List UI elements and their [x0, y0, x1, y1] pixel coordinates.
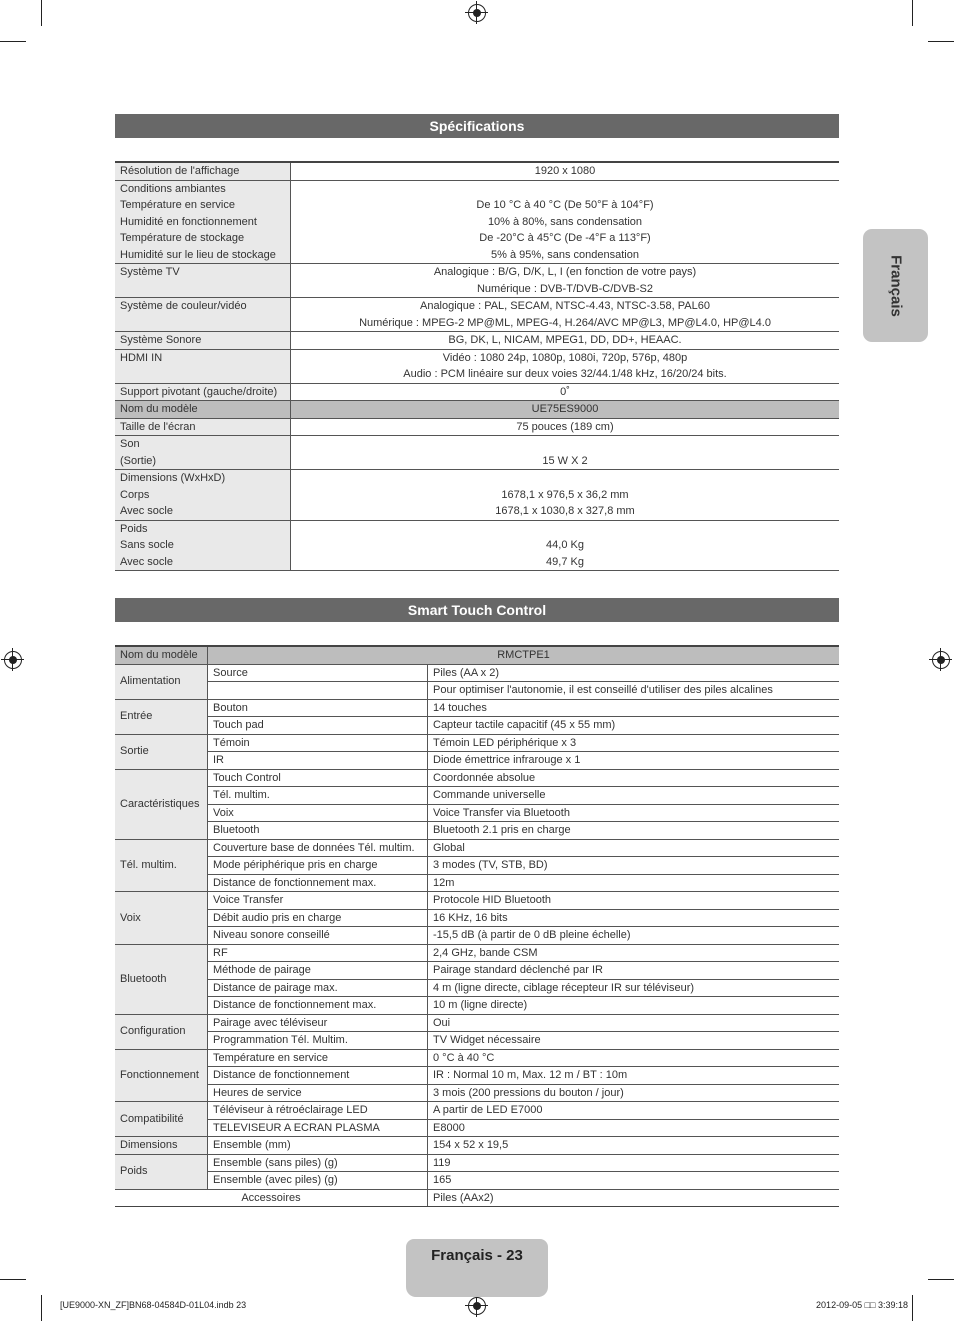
stc-row — [115, 1102, 839, 1120]
spec-key-line: Son — [120, 438, 140, 450]
stc-category-cell: Tél. multim. — [115, 839, 208, 892]
stc-category-cell: Alimentation — [115, 664, 208, 699]
spec-key-cell — [115, 436, 291, 470]
spec-key-line: Humidité en fonctionnement — [120, 215, 257, 228]
spec-value-line: 15 W X 2 — [542, 454, 588, 467]
stc-model-label: Nom du modèle — [115, 646, 208, 664]
stc-subcategory-cell: RF — [208, 944, 428, 962]
stc-subcategory-cell: Touch pad — [208, 717, 428, 735]
stc-subcategory-cell: Ensemble (sans piles) (g) — [208, 1154, 428, 1172]
stc-subcategory-cell: Bluetooth — [208, 822, 428, 840]
stc-row — [115, 787, 839, 805]
stc-row — [115, 979, 839, 997]
stc-row — [115, 769, 839, 787]
spec-row — [115, 401, 839, 419]
stc-row — [115, 1172, 839, 1190]
spec-key-line: Résolution de l'affichage — [120, 165, 240, 177]
spec-key-cell — [115, 298, 291, 332]
spec-row — [115, 349, 839, 383]
stc-subcategory-cell: Distance de pairage max. — [208, 979, 428, 997]
spec-key-line: Sans socle — [120, 539, 174, 551]
stc-subcategory-cell: Voix — [208, 804, 428, 822]
stc-subcategory-cell: TELEVISEUR A ECRAN PLASMA — [208, 1119, 428, 1137]
stc-section-title: Smart Touch Control — [115, 598, 839, 622]
stc-row — [115, 962, 839, 980]
spec-value-line: 49,7 Kg — [546, 555, 584, 568]
stc-value-cell: 3 mois (200 pressions du bouton / jour) — [428, 1084, 840, 1102]
spec-key-line: Taille de l'écran — [120, 420, 196, 433]
stc-subcategory-cell: Ensemble (avec piles) (g) — [208, 1172, 428, 1190]
stc-value-cell: 165 — [428, 1172, 840, 1190]
stc-value-cell: E8000 — [428, 1119, 840, 1137]
spec-table — [115, 161, 839, 571]
spec-key-line: Corps — [120, 488, 150, 501]
stc-value-cell: 0 °C à 40 °C — [428, 1049, 840, 1067]
spec-key-line: Avec socle — [120, 505, 173, 517]
spec-key-cell — [115, 401, 291, 419]
spec-value-cell — [291, 264, 840, 298]
stc-model-value: RMCTPE1 — [208, 646, 840, 664]
page-number-label: Français - 23 — [431, 1247, 523, 1264]
spec-key-line: Support pivotant (gauche/droite) — [120, 385, 278, 398]
spec-key-cell — [115, 470, 291, 521]
stc-subcategory-cell: Mode périphérique pris en charge — [208, 857, 428, 875]
stc-row — [115, 1032, 839, 1050]
stc-row — [115, 997, 839, 1015]
stc-value-cell: Global — [428, 839, 840, 857]
stc-row — [115, 1014, 839, 1032]
spec-value-cell — [291, 383, 840, 401]
spec-value-line: Analogique : B/G, D/K, L, I (en fonction de votre pays) — [433, 266, 697, 278]
spec-value-line: 44,0 Kg — [546, 539, 584, 551]
spec-value-line: 5% à 95%, sans condensation — [491, 248, 639, 261]
stc-value-cell: 2,4 GHz, bande CSM — [428, 944, 840, 962]
stc-subcategory-cell: Source — [208, 664, 428, 682]
stc-row — [115, 664, 839, 682]
stc-subcategory-cell: Pairage avec téléviseur — [208, 1014, 428, 1032]
footer-timestamp: 2012-09-05 □□ 3:39:18 — [816, 1300, 908, 1310]
spec-key-cell — [115, 162, 291, 180]
spec-key-cell — [115, 264, 291, 298]
stc-value-cell: Coordonnée absolue — [428, 769, 840, 787]
stc-subcategory-cell: Distance de fonctionnement max. — [208, 874, 428, 892]
spec-key-line: Système de couleur/vidéo — [120, 300, 247, 312]
stc-value-cell: Capteur tactile capacitif (45 x 55 mm) — [428, 717, 840, 735]
stc-accessories-label: Accessoires — [115, 1189, 428, 1207]
spec-row — [115, 436, 839, 470]
spec-value-cell — [291, 401, 840, 419]
stc-category-cell: Dimensions — [115, 1137, 208, 1155]
spec-value-line: 10% à 80%, sans condensation — [487, 215, 643, 228]
spec-key-line: Température en service — [120, 199, 235, 211]
spec-row — [115, 298, 839, 332]
stc-value-cell: 4 m (ligne directe, ciblage récepteur IR sur téléviseur) — [428, 979, 840, 997]
spec-value-cell — [291, 349, 840, 383]
spec-row — [115, 180, 839, 264]
spec-value-line: Numérique : MPEG-2 MP@ML, MPEG-4, H.264/AVC MP@L3, MP@L4.0, HP@L4.0 — [359, 316, 771, 329]
stc-value-cell: Pour optimiser l'autonomie, il est conseillé d'utiliser des piles alcalines — [428, 682, 840, 700]
stc-row — [115, 1084, 839, 1102]
crop-mark — [0, 41, 26, 42]
spec-row — [115, 332, 839, 350]
spec-key-cell — [115, 383, 291, 401]
crop-mark — [928, 41, 954, 42]
stc-subcategory-cell: Température en service — [208, 1049, 428, 1067]
stc-category-cell: Bluetooth — [115, 944, 208, 1014]
stc-row — [115, 752, 839, 770]
stc-value-cell: Pairage standard déclenché par IR — [428, 962, 840, 980]
spec-value-line — [296, 181, 834, 198]
stc-subcategory-cell: Débit audio pris en charge — [208, 909, 428, 927]
stc-subcategory-cell: Bouton — [208, 699, 428, 717]
stc-value-cell: Commande universelle — [428, 787, 840, 805]
spec-value-line — [296, 470, 834, 487]
spec-row — [115, 162, 839, 180]
spec-value-line: 1920 x 1080 — [534, 165, 596, 177]
stc-row — [115, 682, 839, 700]
spec-key-line: HDMI IN — [120, 351, 163, 364]
stc-subcategory-cell: Touch Control — [208, 769, 428, 787]
stc-subcategory-cell: Ensemble (mm) — [208, 1137, 428, 1155]
stc-category-cell: Fonctionnement — [115, 1049, 208, 1102]
stc-category-cell: Sortie — [115, 734, 208, 769]
spec-key-cell — [115, 418, 291, 436]
spec-key-line: Système TV — [120, 266, 180, 278]
stc-row — [115, 734, 839, 752]
spec-key-cell — [115, 180, 291, 264]
stc-table — [115, 645, 839, 1207]
spec-key-line: Humidité sur le lieu de stockage — [120, 248, 276, 261]
stc-row — [115, 1049, 839, 1067]
stc-value-cell: 119 — [428, 1154, 840, 1172]
stc-value-cell: 154 x 52 x 19,5 — [428, 1137, 840, 1155]
spec-key-line: Dimensions (WxHxD) — [120, 472, 226, 484]
spec-value-cell — [291, 332, 840, 350]
spec-row — [115, 383, 839, 401]
stc-subcategory-cell: Programmation Tél. Multim. — [208, 1032, 428, 1050]
spec-value-line: De -20°C à 45°C (De -4°F a 113°F) — [479, 232, 651, 244]
spec-value-line: UE75ES9000 — [531, 403, 599, 415]
spec-row — [115, 264, 839, 298]
spec-value-line: 75 pouces (189 cm) — [516, 420, 614, 433]
crop-mark — [928, 1279, 954, 1280]
stc-category-cell: Compatibilité — [115, 1102, 208, 1137]
spec-value-cell — [291, 180, 840, 264]
spec-key-cell — [115, 332, 291, 350]
spec-row — [115, 470, 839, 521]
stc-category-cell: Poids — [115, 1154, 208, 1189]
stc-row — [115, 1137, 839, 1155]
crop-mark — [912, 0, 913, 26]
stc-value-cell: 12m — [428, 874, 840, 892]
stc-value-cell: Piles (AA x 2) — [428, 664, 840, 682]
spec-key-cell — [115, 349, 291, 383]
stc-row — [115, 839, 839, 857]
stc-value-cell: TV Widget nécessaire — [428, 1032, 840, 1050]
stc-value-cell: 16 KHz, 16 bits — [428, 909, 840, 927]
stc-row — [115, 874, 839, 892]
spec-value-line: 0˚ — [560, 385, 570, 398]
stc-value-cell: Diode émettrice infrarouge x 1 — [428, 752, 840, 770]
language-side-tab-label: Français — [887, 254, 904, 317]
stc-subcategory-cell: Couverture base de données Tél. multim. — [208, 839, 428, 857]
stc-value-cell: -15,5 dB (à partir de 0 dB pleine échelle) — [428, 927, 840, 945]
spec-row — [115, 418, 839, 436]
stc-value-cell: Bluetooth 2.1 pris en charge — [428, 822, 840, 840]
stc-value-cell: Voice Transfer via Bluetooth — [428, 804, 840, 822]
spec-value-line: 1678,1 x 976,5 x 36,2 mm — [501, 488, 629, 501]
crop-mark — [41, 1295, 42, 1321]
registration-mark-icon — [468, 4, 486, 22]
spec-value-line: Analogique : PAL, SECAM, NTSC-4.43, NTSC-3.58, PAL60 — [419, 300, 710, 312]
stc-row — [115, 1154, 839, 1172]
stc-row — [115, 804, 839, 822]
stc-subcategory-cell: Niveau sonore conseillé — [208, 927, 428, 945]
stc-subcategory-cell: Heures de service — [208, 1084, 428, 1102]
spec-value-cell — [291, 298, 840, 332]
spec-key-line: Avec socle — [120, 555, 173, 568]
spec-key-line: Conditions ambiantes — [120, 182, 226, 195]
stc-category-cell: Voix — [115, 892, 208, 945]
stc-row — [115, 944, 839, 962]
spec-value-line — [296, 521, 834, 538]
stc-category-cell: Caractéristiques — [115, 769, 208, 839]
registration-mark-icon — [468, 1297, 486, 1315]
stc-category-cell: Entrée — [115, 699, 208, 734]
stc-value-cell: Protocole HID Bluetooth — [428, 892, 840, 910]
stc-subcategory-cell: Distance de fonctionnement max. — [208, 997, 428, 1015]
spec-value-cell — [291, 436, 840, 470]
stc-subcategory-cell — [208, 682, 428, 700]
spec-value-cell — [291, 162, 840, 180]
spec-value-line: Vidéo : 1080 24p, 1080p, 1080i, 720p, 576p, 480p — [442, 351, 688, 364]
stc-subcategory-cell: IR — [208, 752, 428, 770]
stc-value-cell: A partir de LED E7000 — [428, 1102, 840, 1120]
stc-row — [115, 717, 839, 735]
stc-row — [115, 927, 839, 945]
page-number-tab — [406, 1239, 548, 1297]
stc-value-cell: 3 modes (TV, STB, BD) — [428, 857, 840, 875]
stc-subcategory-cell: Tél. multim. — [208, 787, 428, 805]
spec-value-line — [296, 436, 834, 453]
stc-value-cell: 10 m (ligne directe) — [428, 997, 840, 1015]
spec-value-line: De 10 °C à 40 °C (De 50°F à 104°F) — [476, 199, 654, 211]
language-side-tab — [863, 229, 928, 342]
registration-mark-icon — [932, 651, 950, 669]
spec-value-cell — [291, 520, 840, 571]
spec-value-line: Numérique : DVB-T/DVB-C/DVB-S2 — [476, 282, 654, 295]
spec-key-line: Système Sonore — [120, 334, 202, 346]
stc-category-cell: Configuration — [115, 1014, 208, 1049]
stc-row — [115, 892, 839, 910]
stc-accessories-value: Piles (AAx2) — [428, 1189, 840, 1207]
spec-key-line: Poids — [120, 522, 148, 535]
stc-row — [115, 1067, 839, 1085]
stc-row — [115, 699, 839, 717]
stc-subcategory-cell: Distance de fonctionnement — [208, 1067, 428, 1085]
spec-key-line: Température de stockage — [120, 232, 245, 244]
stc-subcategory-cell: Méthode de pairage — [208, 962, 428, 980]
stc-value-cell: Témoin LED périphérique x 3 — [428, 734, 840, 752]
spec-key-line: Nom du modèle — [120, 403, 198, 415]
stc-row — [115, 822, 839, 840]
spec-key-line: (Sortie) — [120, 454, 157, 467]
spec-value-line: Audio : PCM linéaire sur deux voies 32/44.1/48 kHz, 16/20/24 bits. — [403, 368, 727, 380]
crop-mark — [912, 1295, 913, 1321]
footer-file-info: [UE9000-XN_ZF]BN68-04584D-01L04.indb 23 — [60, 1300, 247, 1310]
stc-subcategory-cell: Témoin — [208, 734, 428, 752]
spec-value-cell — [291, 470, 840, 521]
spec-value-line: BG, DK, L, NICAM, MPEG1, DD, DD+, HEAAC. — [448, 334, 682, 346]
stc-subcategory-cell: Voice Transfer — [208, 892, 428, 910]
stc-value-cell: 14 touches — [428, 699, 840, 717]
stc-value-cell: IR : Normal 10 m, Max. 12 m / BT : 10m — [428, 1067, 840, 1085]
stc-row — [115, 857, 839, 875]
stc-row — [115, 909, 839, 927]
crop-mark — [41, 0, 42, 26]
stc-accessories-row — [115, 1189, 839, 1207]
spec-value-line: 1678,1 x 1030,8 x 327,8 mm — [495, 505, 635, 517]
spec-section-title: Spécifications — [115, 114, 839, 138]
spec-key-cell — [115, 520, 291, 571]
stc-model-row — [115, 646, 839, 664]
registration-mark-icon — [4, 651, 22, 669]
spec-value-cell — [291, 418, 840, 436]
stc-value-cell: Oui — [428, 1014, 840, 1032]
stc-row — [115, 1119, 839, 1137]
spec-row — [115, 520, 839, 571]
stc-subcategory-cell: Téléviseur à rétroéclairage LED — [208, 1102, 428, 1120]
crop-mark — [0, 1279, 26, 1280]
